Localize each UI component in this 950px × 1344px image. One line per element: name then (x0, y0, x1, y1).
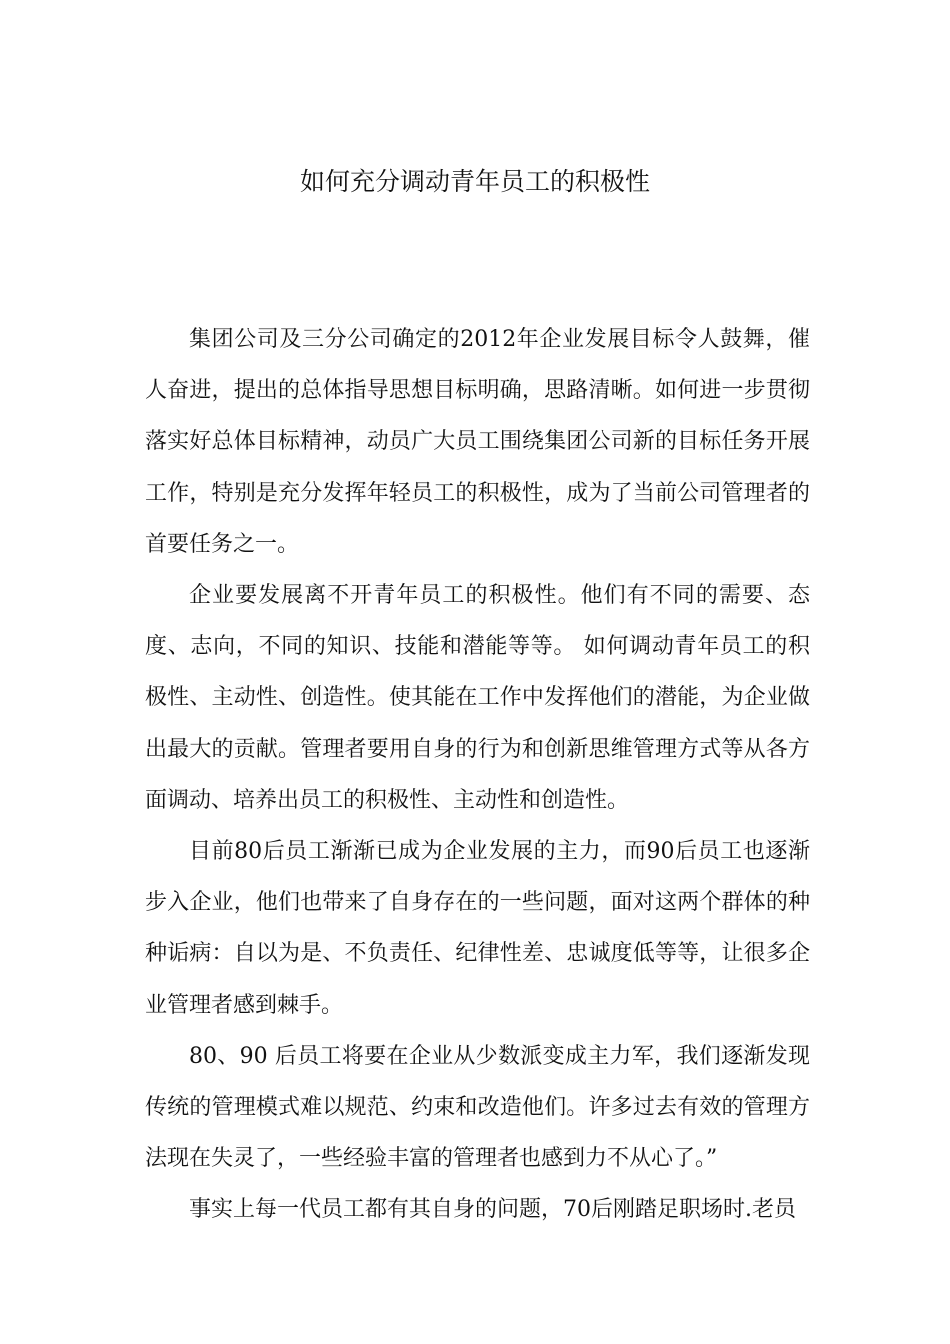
document-body (145, 314, 810, 1236)
paragraph: 80、90 后员工将要在企业从少数派变成主力军，我们逐渐发现传统的管理模式难以规范、约束和改造他们。许多过去有效的管理方法现在失灵了，一些经验丰富的管理者也感到力不从心了。” (145, 1043, 810, 1172)
paragraph: 目前80后员工渐渐已成为企业发展的主力，而90后员工也逐渐步入企业，他们也带来了自身存在的一些问题，面对这两个群体的种种诟病：自以为是、不负责任、纪律性差、忠诚度低等等，让很多企业管理者感到棘手。 (145, 839, 810, 1018)
paragraph: 企业要发展离不开青年员工的积极性。他们有不同的需要、态度、志向，不同的知识、技能和潜能等等。 如何调动青年员工的积极性、主动性、创造性。使其能在工作中发挥他们的潜能，为企业做出最大的贡献。管理者要用自身的行为和创新思维管理方式等从各方面调动、培养出员工的积极性、主动性和创造性。 (145, 583, 810, 813)
paragraph: 集团公司及三分公司确定的2012年企业发展目标令人鼓舞，催人奋进，提出的总体指导思想目标明确，思路清晰。如何进一步贯彻落实好总体目标精神，动员广大员工围绕集团公司新的目标任务开展工作，特别是充分发挥年轻员工的积极性，成为了当前公司管理者的首要任务之一。 (145, 327, 810, 557)
document-title: 如何充分调动青年员工的积极性 (299, 167, 650, 196)
paragraph: 事实上每一代员工都有其自身的问题，70后刚踏足职场时.老员 (189, 1197, 796, 1223)
